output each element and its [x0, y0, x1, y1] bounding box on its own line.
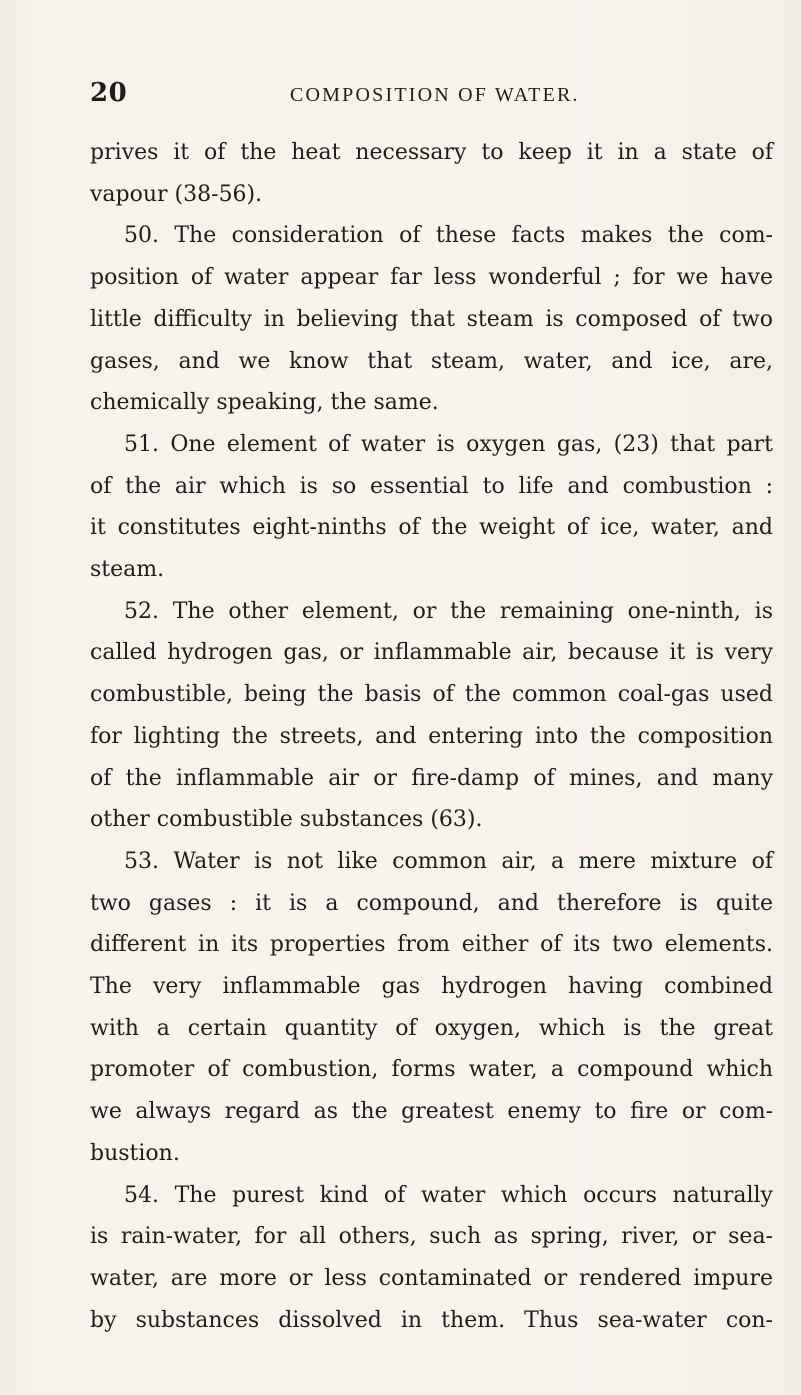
- body-text: [90, 132, 773, 1341]
- text-line: steam.: [90, 557, 165, 583]
- text-line: different in its properties from either of its two elements.: [90, 932, 773, 958]
- paragraph-first-line: 52. The other element, or the remaining one-ninth, is: [124, 598, 773, 624]
- text-line: for lighting the streets, and entering into the composition: [90, 723, 773, 749]
- text-line: water, are more or less contaminated or rendered impure: [90, 1265, 773, 1291]
- text-line: called hydrogen gas, or inflammable air, because it is very: [90, 640, 773, 666]
- text-line: bustion.: [90, 1140, 180, 1166]
- paragraph-first-line: 51. One element of water is oxygen gas, (23) that part: [124, 431, 773, 457]
- text-line: The very inflammable gas hydrogen having combined: [90, 974, 773, 1000]
- text-line: position of water appear far less wonderful ; for we have: [90, 265, 773, 291]
- page-number: 20: [90, 78, 128, 108]
- text-line: little difficulty in believing that steam is composed of two: [90, 306, 773, 332]
- text-line: of the air which is so essential to life and combustion :: [90, 473, 773, 499]
- text-line: with a certain quantity of oxygen, which is the great: [90, 1015, 773, 1041]
- text-line: is rain-water, for all others, such as spring, river, or sea-: [90, 1224, 773, 1250]
- paragraph-first-line: 54. The purest kind of water which occurs naturally: [124, 1182, 773, 1208]
- text-line: prives it of the heat necessary to keep it in a state of: [90, 140, 773, 165]
- text-line: combustible, being the basis of the common coal-gas used: [90, 682, 773, 708]
- text-line: two gases : it is a compound, and therefore is quite: [90, 890, 773, 916]
- text-line: by substances dissolved in them. Thus sea-water con-: [90, 1307, 773, 1333]
- text-line: promoter of combustion, forms water, a compound which: [90, 1057, 773, 1083]
- text-line: other combustible substances (63).: [90, 807, 483, 833]
- text-line: it constitutes eight-ninths of the weight of ice, water, and: [90, 515, 773, 541]
- text-line: we always regard as the greatest enemy to fire or com-: [90, 1099, 773, 1125]
- paragraph-first-line: 53. Water is not like common air, a mere mixture of: [124, 848, 773, 874]
- text-line: chemically speaking, the same.: [90, 390, 439, 416]
- running-head: COMPOSITION OF WATER.: [290, 84, 580, 106]
- text-line: of the inflammable air or fire-damp of mines, and many: [90, 765, 773, 791]
- paragraph-first-line: 50. The consideration of these facts makes the com-: [124, 223, 773, 249]
- page-header: [90, 78, 780, 118]
- text-line: gases, and we know that steam, water, and ice, are,: [90, 348, 773, 374]
- text-line: vapour (38-56).: [90, 181, 263, 207]
